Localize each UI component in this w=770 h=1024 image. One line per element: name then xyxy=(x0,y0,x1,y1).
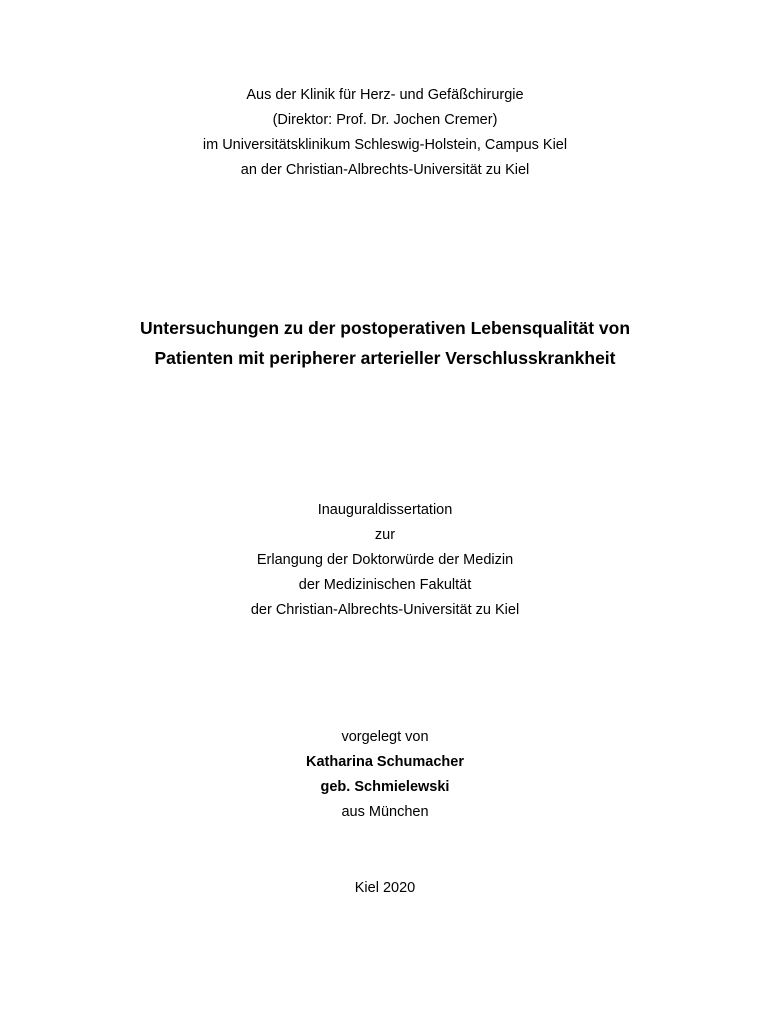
presented-by-label: vorgelegt von xyxy=(341,729,429,745)
faculty-line: der Medizinischen Fakultät xyxy=(298,577,472,593)
author-info xyxy=(0,725,770,825)
author-birth-name: geb. Schmielewski xyxy=(320,779,450,795)
author-origin: aus München xyxy=(341,804,429,820)
director-line: (Direktor: Prof. Dr. Jochen Cremer) xyxy=(272,112,498,128)
clinic-line: Aus der Klinik für Herz- und Gefäßchirurgie xyxy=(246,87,524,103)
document-type: Inauguraldissertation xyxy=(317,502,453,518)
dissertation-purpose xyxy=(0,498,770,623)
purpose-connector: zur xyxy=(374,527,396,543)
institution-header xyxy=(0,83,770,183)
purpose-university-line: der Christian-Albrechts-Universität zu Kiel xyxy=(250,602,520,618)
title-line-1: Untersuchungen zu der postoperativen Lebensqualität von xyxy=(139,318,631,338)
place-year-line: Kiel 2020 xyxy=(354,880,416,896)
title-line-2: Patienten mit peripherer arterieller Verschlusskrankheit xyxy=(154,348,616,368)
university-line: an der Christian-Albrechts-Universität zu Kiel xyxy=(240,162,530,178)
hospital-line: im Universitätsklinikum Schleswig-Holstein, Campus Kiel xyxy=(202,137,568,153)
author-name: Katharina Schumacher xyxy=(306,754,464,770)
dissertation-title xyxy=(0,313,770,373)
degree-line: Erlangung der Doktorwürde der Medizin xyxy=(256,552,514,568)
place-year xyxy=(0,876,770,901)
